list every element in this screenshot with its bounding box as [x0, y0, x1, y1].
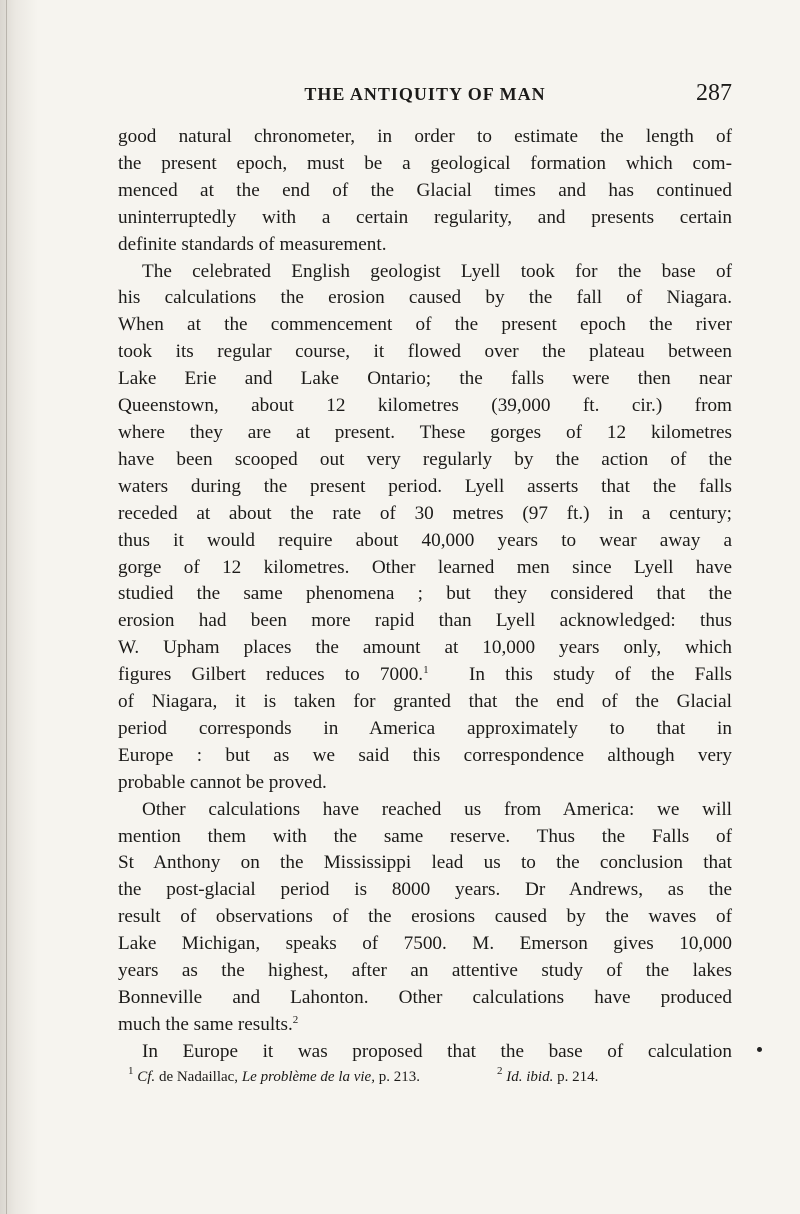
footnote-mark: 2 — [292, 1013, 299, 1026]
text-line: result of observations of the erosions caused by the waves of — [118, 906, 732, 928]
footnote-1-cf: Cf. — [137, 1069, 156, 1085]
text-line: Other calculations have reached us from America: we will — [142, 798, 732, 820]
text-line: erosion had been more rapid than Lyell acknowledged: thus — [118, 610, 732, 632]
footnote-1-title: Le problème de la vie, — [241, 1069, 375, 1085]
footnote-1 — [128, 1067, 420, 1087]
text-line: mention them with the same reserve. Thus the Falls of — [118, 825, 732, 847]
text-line: W. Upham places the amount at 10,000 years only, which — [118, 637, 732, 659]
text-line: In Europe it was proposed that the base of calculation — [142, 1040, 732, 1062]
footnote-2 — [497, 1067, 598, 1087]
footnote-1-mark: 1 — [128, 1065, 134, 1077]
text-line: waters during the present period. Lyell asserts that the falls — [118, 475, 732, 497]
text-line-with-footnote — [118, 662, 732, 689]
text-line: The celebrated English geologist Lyell took for the base of — [142, 260, 732, 282]
text-line: took its regular course, it flowed over the plateau between — [118, 341, 732, 363]
text-line: Lake Michigan, speaks of 7500. M. Emerson gives 10,000 — [118, 933, 732, 955]
footnote-mark: 1 — [423, 664, 429, 677]
running-head: THE ANTIQUITY OF MAN — [304, 84, 546, 104]
text-fragment: figures Gilbert reduces to 7000. — [118, 664, 424, 686]
footnote-1-author: de Nadaillac, — [158, 1069, 239, 1085]
footnote-2-page: p. 214. — [557, 1069, 599, 1085]
text-line: his calculations the erosion caused by the fall of Niagara. — [118, 287, 732, 309]
footnote-2-mark: 2 — [497, 1065, 503, 1077]
text-fragment: much the same results. — [118, 1013, 293, 1035]
text-line: Bonneville and Lahonton. Other calculations have produced — [118, 987, 732, 1008]
text-fragment: In this study of the Falls — [469, 664, 732, 686]
text-line: the post-glacial period is 8000 years. Dr Andrews, as the — [118, 879, 732, 901]
text-line: When at the commencement of the present epoch the river — [118, 314, 732, 336]
text-line: years as the highest, after an attentive study of the lakes — [118, 960, 732, 982]
text-line-with-footnote — [118, 1012, 732, 1039]
page-number: 287 — [696, 80, 732, 106]
text-line: of Niagara, it is taken for granted that the end of the Glacial — [118, 691, 732, 713]
text-line: thus it would require about 40,000 years to wear away a — [118, 529, 732, 551]
text-line: period corresponds in America approximately to that in — [118, 717, 732, 739]
text-line: receded at about the rate of 30 metres (97 ft.) in a century; — [118, 502, 732, 524]
text-line: Queenstown, about 12 kilometres (39,000 ft. cir.) from — [118, 395, 732, 417]
text-line: studied the same phenomena ; but they considered that the — [118, 583, 732, 605]
page-gutter-line — [6, 0, 7, 1214]
text-line: Lake Erie and Lake Ontario; the falls were then near — [118, 368, 732, 390]
text-line: have been scooped out very regularly by the action of the — [118, 448, 732, 470]
text-line: St Anthony on the Mississippi lead us to the conclusion that — [118, 852, 732, 874]
footnote-1-page: p. 213. — [378, 1069, 420, 1085]
text-line: Europe : but as we said this correspondence although very — [118, 744, 732, 766]
margin-dot — [757, 1047, 762, 1052]
footnote-2-ref: Id. ibid. — [506, 1069, 554, 1085]
text-line: gorge of 12 kilometres. Other learned men since Lyell have — [118, 556, 732, 578]
text-line: probable cannot be proved. — [118, 771, 327, 793]
text-line: menced at the end of the Glacial times and has continued — [118, 179, 732, 201]
text-line: definite standards of measurement. — [118, 233, 387, 255]
page-header — [118, 80, 732, 114]
body-text — [118, 124, 732, 1066]
text-line: good natural chronometer, in order to estimate the length of — [118, 126, 732, 147]
text-line: the present epoch, must be a geological formation which com- — [118, 152, 732, 174]
text-line: where they are at present. These gorges of 12 kilometres — [118, 421, 732, 443]
text-line: uninterruptedly with a certain regularity, and presents certain — [118, 206, 732, 228]
